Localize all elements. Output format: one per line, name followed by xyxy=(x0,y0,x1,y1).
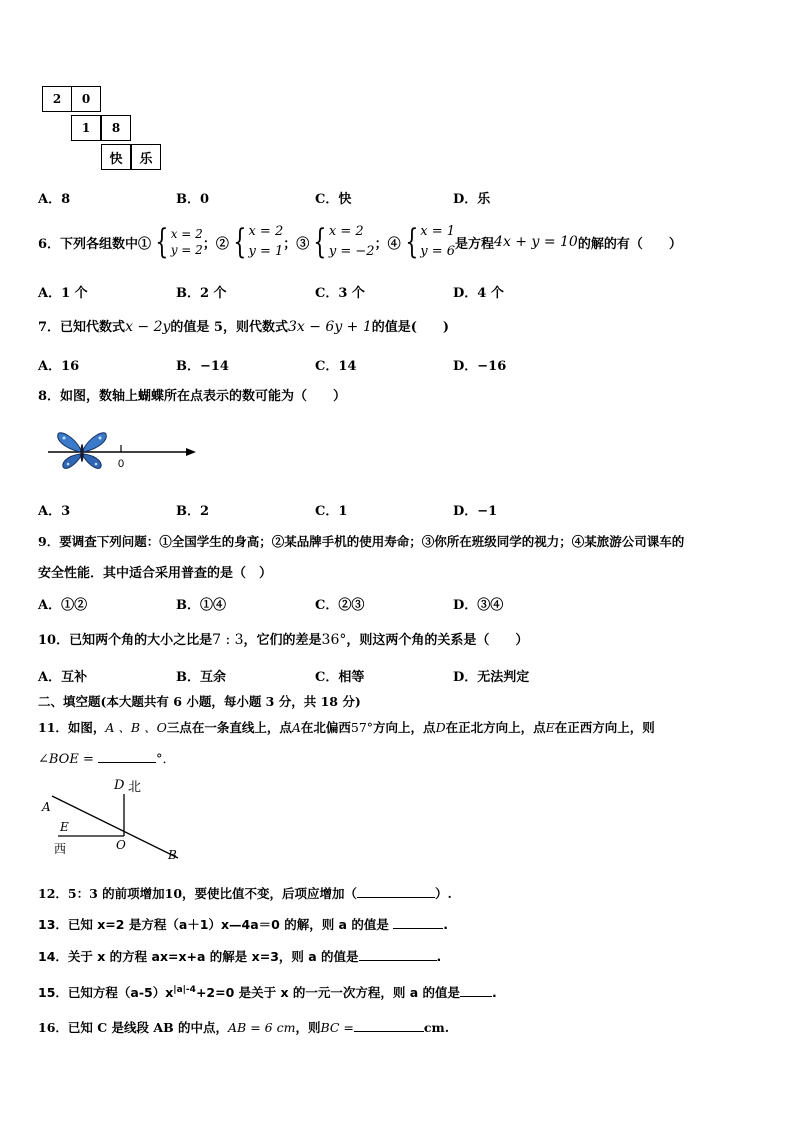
question-text: 16．已知 C 是线段 AB 的中点， xyxy=(38,1020,229,1035)
question-text: . xyxy=(443,917,448,932)
question-16 xyxy=(38,1018,449,1036)
question-text: 三点在一条直线上，点 xyxy=(166,720,292,735)
option-b: B．0 xyxy=(176,192,210,207)
direction-figure xyxy=(36,774,186,866)
angle-expression: ∠BOE = xyxy=(38,752,94,767)
brace-icon: { xyxy=(155,222,169,262)
net-cell: 乐 xyxy=(131,144,161,170)
question-text: 在正西方向上，则 xyxy=(554,720,655,735)
question-7 xyxy=(38,316,449,335)
question-12 xyxy=(38,884,452,902)
system-row: y = 6 xyxy=(420,244,456,259)
expression: BC = xyxy=(320,1020,354,1035)
net-cell: 0 xyxy=(71,86,101,112)
system-row: x = 2 xyxy=(170,227,203,241)
system-row: x = 2 xyxy=(328,224,364,239)
answer-blank[interactable] xyxy=(357,897,435,898)
question-number: 7． xyxy=(38,320,61,335)
point-name: A xyxy=(291,720,301,735)
option-a: A．①② xyxy=(38,598,88,613)
question-9-line-1: 9．要调查下列问题：①全国学生的身高；②某品牌手机的使用寿命；③你所在班级同学的视力；④某旅游公司课车的 xyxy=(38,534,685,549)
option-b: B．2 个 xyxy=(176,286,227,301)
question-text: 已知代数式 xyxy=(60,320,126,335)
option-d: D．③④ xyxy=(453,598,504,613)
system-row: y = 2 xyxy=(170,243,203,257)
answer-blank[interactable] xyxy=(460,996,492,997)
net-cell: 1 xyxy=(71,115,101,141)
question-text: 在北偏西 xyxy=(300,720,351,735)
question-text: 12．5：3 的前项增加10，要使比值不变，后项应增加（ xyxy=(38,886,358,901)
answer-blank[interactable] xyxy=(393,928,443,929)
label-d: D xyxy=(114,778,125,793)
net-cell: 8 xyxy=(101,115,131,141)
expression: AB = 6 cm xyxy=(228,1020,296,1035)
question-11-line-2 xyxy=(38,748,176,767)
question-14 xyxy=(38,947,441,965)
question-6 xyxy=(38,222,682,262)
option-c: C．3 个 xyxy=(315,286,365,301)
option-b: B．互余 xyxy=(176,670,226,685)
option-c: C．②③ xyxy=(315,598,365,613)
separator: ；③ xyxy=(283,236,310,252)
question-text: 11．如图， xyxy=(38,720,106,735)
option-d: D．乐 xyxy=(453,192,491,207)
question-text: ）. xyxy=(435,886,452,901)
question-text: 的解的有（ ） xyxy=(577,236,682,252)
system-row: x = 1 xyxy=(420,224,455,239)
question-text: ，则这两个角的关系是（ ） xyxy=(346,633,529,648)
butterfly-icon xyxy=(58,433,107,469)
expression: 3x − 6y + 1 xyxy=(287,319,372,335)
question-text: 是方程 xyxy=(455,236,495,252)
label-e: E xyxy=(60,820,69,834)
question-text: 下列各组数中① xyxy=(60,236,152,252)
label-north: 北 xyxy=(128,780,142,795)
option-b: B．①④ xyxy=(176,598,226,613)
answer-blank[interactable] xyxy=(354,1031,424,1032)
question-15 xyxy=(38,983,497,1001)
equation-system-4 xyxy=(401,222,455,262)
option-a: A．3 xyxy=(38,504,71,519)
equation-system-1 xyxy=(151,222,203,262)
question-text: . xyxy=(436,949,442,964)
question-text: 10．已知两个角的大小之比是 xyxy=(38,633,213,648)
question-11-line-1 xyxy=(38,718,655,736)
label-west: 西 xyxy=(54,842,67,856)
option-d: D．−16 xyxy=(453,359,507,374)
point-name: D xyxy=(435,720,446,735)
option-a: A．16 xyxy=(38,359,80,374)
axis-label-zero: 0 xyxy=(118,458,125,470)
option-c: C．快 xyxy=(315,192,352,207)
question-text: 14．关于 x 的方程 ax=x+a 的解是 x=3，则 a 的值是 xyxy=(38,949,359,964)
separator: ；② xyxy=(202,236,229,252)
question-text: ，则 xyxy=(295,1020,321,1035)
question-text: 在正北方向上，点 xyxy=(445,720,546,735)
option-b: B．−14 xyxy=(176,359,229,374)
question-text: 15．已知方程（a-5）x xyxy=(38,985,174,1000)
angle-difference: 36° xyxy=(321,632,347,648)
question-text: +2=0 是关于 x 的一元一次方程，则 a 的值是 xyxy=(195,985,461,1000)
ratio: 7 : 3 xyxy=(212,632,244,648)
option-c: C．1 xyxy=(315,504,348,519)
section-heading: 二、填空题(本大题共有 6 小题，每小题 3 分，共 18 分) xyxy=(38,694,361,709)
question-text: ，它们的差是 xyxy=(243,633,322,648)
system-row: y = 1 xyxy=(248,244,284,259)
option-a: A．互补 xyxy=(38,670,88,685)
question-8: 8．如图，数轴上蝴蝶所在点表示的数可能为（ ） xyxy=(38,389,347,404)
arrow-icon xyxy=(186,448,196,456)
question-text: 方向上，点 xyxy=(373,720,436,735)
option-d: D．4 个 xyxy=(453,286,504,301)
question-text: 的值是( ) xyxy=(371,320,450,335)
net-cell: 2 xyxy=(42,86,72,112)
question-text: . xyxy=(492,985,497,1000)
expression: x − 2y xyxy=(125,319,171,335)
label-b: B xyxy=(168,848,177,862)
question-text: cm. xyxy=(423,1020,450,1035)
separator: ；④ xyxy=(374,236,401,252)
answer-blank[interactable] xyxy=(359,960,437,961)
brace-icon: { xyxy=(313,222,327,262)
equation-system-3 xyxy=(309,222,374,262)
answer-blank[interactable] xyxy=(98,762,156,763)
exponent: |a|-4 xyxy=(173,984,196,995)
angle-value: 57° xyxy=(350,720,374,735)
system-row: y = −2 xyxy=(328,244,375,259)
question-10 xyxy=(38,629,528,648)
equation-system-2 xyxy=(229,222,283,262)
question-text: 的值是 5，则代数式 xyxy=(170,320,288,335)
option-b: B．2 xyxy=(176,504,210,519)
label-o: O xyxy=(116,838,126,852)
question-text: °． xyxy=(156,752,176,767)
question-13 xyxy=(38,915,448,933)
point-name: E xyxy=(545,720,555,735)
system-row: x = 2 xyxy=(248,224,284,239)
question-9-line-2: 安全性能．其中适合采用普查的是（ ） xyxy=(38,566,273,581)
option-c: C．14 xyxy=(315,359,357,374)
net-cell: 快 xyxy=(101,144,131,170)
brace-icon: { xyxy=(404,222,418,262)
option-a: A．8 xyxy=(38,192,71,207)
equation: 4x + y = 10 xyxy=(494,234,578,250)
number-line-figure xyxy=(44,428,204,476)
option-c: C．相等 xyxy=(315,670,365,685)
question-number: 6． xyxy=(38,236,61,252)
option-d: D．−1 xyxy=(453,504,498,519)
option-d: D．无法判定 xyxy=(453,670,530,685)
question-text: 13．已知 x=2 是方程（a＋1）x—4a＝0 的解，则 a 的值是 xyxy=(38,917,389,932)
option-a: A．1 个 xyxy=(38,286,88,301)
label-a: A xyxy=(42,800,51,814)
point-names: A 、B 、O xyxy=(105,720,167,735)
brace-icon: { xyxy=(233,222,247,262)
